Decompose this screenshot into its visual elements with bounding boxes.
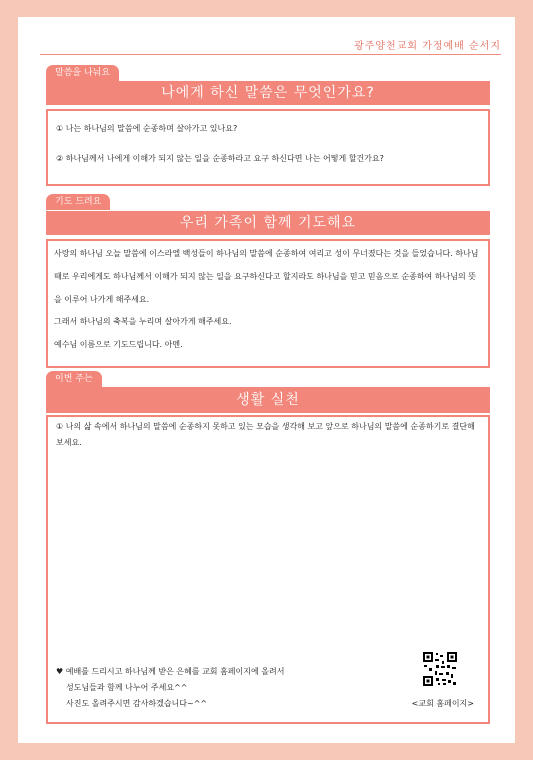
qr-label: <교회 홈페이지>: [411, 699, 474, 708]
qr-code-icon[interactable]: [422, 651, 458, 687]
section1-box: [46, 109, 490, 186]
prayer-paragraph-2: 그래서 하나님의 축복을 누리며 살아가게 해주세요.: [54, 317, 232, 326]
section2-title: 우리 가족이 함께 기도해요: [46, 211, 490, 235]
footer-note-line-3: 사진도 올려주시면 감사하겠습니다~^^: [66, 699, 208, 708]
section3-title: 생활 실천: [46, 387, 490, 413]
question-1: ① 나는 하나님의 말씀에 순종하며 살아가고 있나요?: [56, 124, 238, 133]
prayer-paragraph-3: 예수님 이름으로 기도드립니다. 아멘.: [54, 340, 183, 349]
footer-note-line-1: ♥ 예배를 드리시고 하나님께 받은 은혜를 교회 홈페이지에 올려서: [56, 667, 285, 676]
section1-title: 나에게 하신 말씀은 무엇인가요?: [46, 81, 490, 105]
section2-tag: 기도 드려요: [46, 194, 110, 210]
section2-box: [46, 239, 490, 368]
footer-note-line-2: 성도님들과 함께 나누어 주세요^^: [66, 683, 188, 692]
section3-box: [46, 415, 490, 724]
worship-sheet: [18, 17, 515, 743]
prayer-paragraph-1: 사랑의 하나님 오늘 말씀에 이스라엘 백성들이 하나님의 말씀에 순종하여 여리고 성이 무너졌다는 것을 들었습니다. 하나님 때로 우리에게도 하나님께서 이해가 되지 않는 일을 요구하신다고 할지라도 하나님을 믿고 믿음으로 순종하여 하나님의 뜻을 이루어 나가게 해주세요.: [54, 249, 479, 304]
section3-tag: 이번 주는: [46, 371, 102, 387]
header-divider: [40, 54, 501, 55]
question-2: ② 하나님께서 나에게 이해가 되지 않는 일을 순종하라고 요구 하신다면 나는 어떻게 할건가요?: [56, 154, 384, 163]
section1-tag: 말씀을 나눠요: [46, 65, 119, 81]
church-title: 광주양천교회 가정예배 순서지: [354, 41, 501, 52]
practice-item-1: ① 나의 삶 속에서 하나님의 말씀에 순종하지 못하고 있는 모습을 생각해 보고 앞으로 하나님의 말씀에 순종하기로 결단해보세요.: [56, 422, 475, 447]
